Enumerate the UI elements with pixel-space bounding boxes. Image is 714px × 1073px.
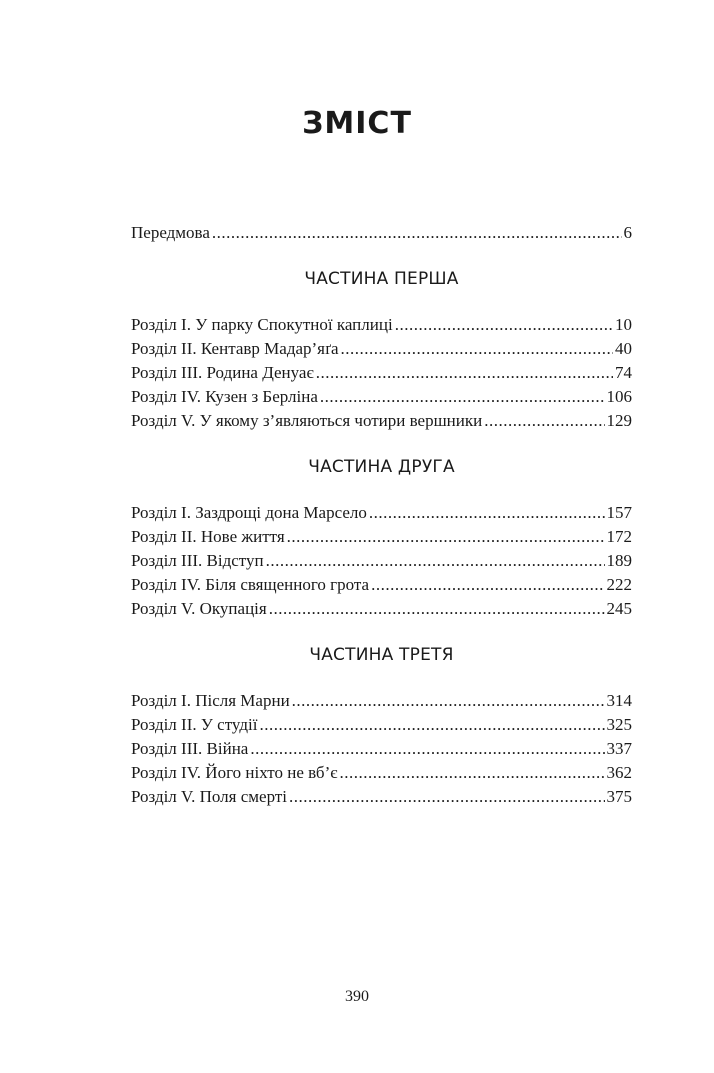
dot-leader <box>395 313 613 337</box>
dot-leader <box>484 409 604 433</box>
toc-entry[interactable] <box>131 761 632 785</box>
toc-entry-page: 325 <box>606 715 632 734</box>
toc-entry-page: 172 <box>606 527 632 546</box>
spacer <box>131 245 632 267</box>
dot-leader <box>341 337 613 361</box>
part-heading: ЧАСТИНА ПЕРША <box>304 269 459 289</box>
toc-entry[interactable] <box>131 385 632 409</box>
toc-entry[interactable] <box>131 313 632 337</box>
dot-leader <box>289 785 604 809</box>
toc-entry[interactable] <box>131 737 632 761</box>
toc-entry-label: Розділ III. Відступ <box>131 551 264 570</box>
toc-entry-label: Розділ ІІ. Кентавр Мадар’яґа <box>131 339 339 358</box>
toc-entry-page: 337 <box>606 739 632 758</box>
part-heading: ЧАСТИНА ДРУГА <box>308 457 455 477</box>
dot-leader <box>369 501 605 525</box>
toc-entry[interactable] <box>131 501 632 525</box>
toc-entry[interactable] <box>131 597 632 621</box>
toc-entry-label: Розділ IV. Кузен з Берліна <box>131 387 318 406</box>
toc-entry-page: 106 <box>606 387 632 406</box>
dot-leader <box>269 597 605 621</box>
toc-entry-page: 314 <box>606 691 632 710</box>
dot-leader <box>340 761 605 785</box>
toc-entry[interactable] <box>131 549 632 573</box>
spacer <box>131 291 632 313</box>
toc-entry-label: Розділ I. Заздрощі дона Марсело <box>131 503 367 522</box>
toc-entry-label: Розділ II. У студії <box>131 715 258 734</box>
spacer <box>131 621 632 643</box>
toc-entry-page: 362 <box>606 763 632 782</box>
toc-entry[interactable] <box>131 573 632 597</box>
toc-entry[interactable] <box>131 689 632 713</box>
toc-entry-page: 157 <box>606 503 632 522</box>
dot-leader <box>316 361 613 385</box>
toc-entry-label: Передмова <box>131 223 210 242</box>
dot-leader <box>320 385 605 409</box>
page-number: 390 <box>345 988 369 1005</box>
toc-entry-label: Розділ III. Війна <box>131 739 249 758</box>
toc-entry-label: Розділ V. У якому з’являються чотири вершники <box>131 411 483 430</box>
toc-entry-page: 222 <box>606 575 632 594</box>
toc-entry-page: 40 <box>615 339 632 358</box>
toc-entry-label: Розділ V. Окупація <box>131 599 267 618</box>
toc-entry-label: Розділ V. Поля смерті <box>131 787 288 806</box>
toc-entry-page: 375 <box>606 787 632 806</box>
toc-entry-label: Розділ ІІІ. Родина Денуає <box>131 363 314 382</box>
toc-entry-label: Розділ IV. Його ніхто не вб’є <box>131 763 338 782</box>
dot-leader <box>259 713 604 737</box>
spacer <box>131 433 632 455</box>
toc-entry[interactable] <box>131 361 632 385</box>
spacer <box>131 667 632 689</box>
toc-entry[interactable] <box>131 337 632 361</box>
toc-entry-label: Розділ II. Нове життя <box>131 527 285 546</box>
toc-entry-label: Розділ IV. Біля священного грота <box>131 575 370 594</box>
table-of-contents <box>131 221 632 809</box>
dot-leader <box>250 737 604 761</box>
spacer <box>131 479 632 501</box>
toc-entry-label: Розділ I. Після Марни <box>131 691 290 710</box>
toc-entry[interactable] <box>131 785 632 809</box>
page-title: ЗМІСТ <box>302 106 412 141</box>
toc-entry[interactable] <box>131 525 632 549</box>
toc-entry-page: 74 <box>615 363 632 382</box>
dot-leader <box>266 549 605 573</box>
dot-leader <box>212 221 622 245</box>
toc-entry[interactable] <box>131 713 632 737</box>
toc-entry[interactable] <box>131 409 632 433</box>
toc-entry-label: Розділ І. У парку Спокутної каплиці <box>131 315 393 334</box>
toc-entry-page: 189 <box>606 551 632 570</box>
toc-entry-page: 10 <box>615 315 632 334</box>
dot-leader <box>287 525 605 549</box>
toc-entry-page: 245 <box>606 599 632 618</box>
toc-entry-page: 6 <box>623 223 632 242</box>
dot-leader <box>292 689 605 713</box>
dot-leader <box>371 573 604 597</box>
toc-entry-preface[interactable] <box>131 221 632 245</box>
part-heading: ЧАСТИНА ТРЕТЯ <box>309 645 454 665</box>
toc-entry-page: 129 <box>606 411 632 430</box>
